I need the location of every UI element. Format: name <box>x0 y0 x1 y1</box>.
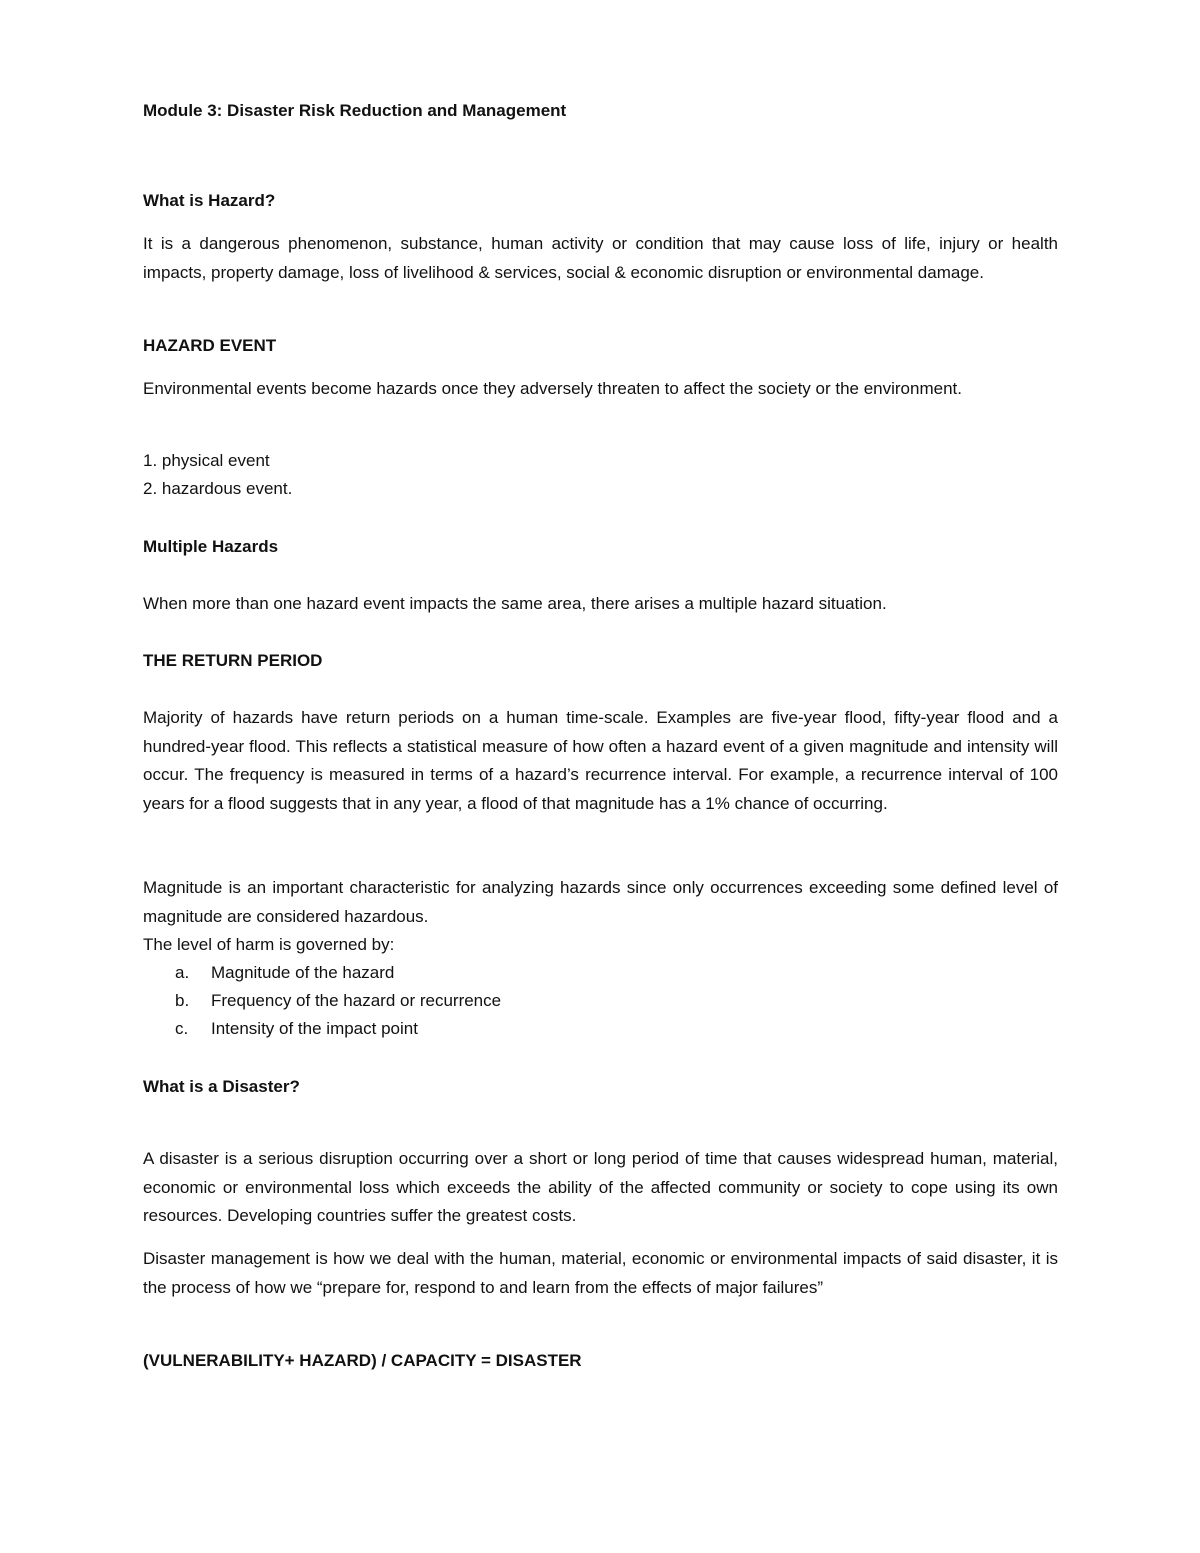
paragraph-disaster-management: Disaster management is how we deal with the human, material, economic or environmental impacts of said disaster, it is the process of how we “prepare for, respond to and learn from the effects of major failures” <box>143 1249 1058 1297</box>
list-text: Frequency of the hazard or recurrence <box>211 991 502 1010</box>
list-item-frequency <box>175 987 501 1015</box>
heading-multiple-hazards: Multiple Hazards <box>143 537 279 556</box>
paragraph-multiple-hazards: When more than one hazard event impacts the same area, there arises a multiple hazard situation. <box>143 594 887 613</box>
list-item-physical-event: 1. physical event <box>143 451 270 470</box>
paragraph-hazard-event: Environmental events become hazards once they adversely threaten to affect the society or the environment. <box>143 379 962 398</box>
heading-hazard-event: HAZARD EVENT <box>143 336 277 355</box>
list-marker: a. <box>175 963 190 982</box>
heading-what-is-hazard: What is Hazard? <box>143 191 276 210</box>
harm-intro: The level of harm is governed by: <box>143 935 395 954</box>
heading-what-is-disaster: What is a Disaster? <box>143 1077 300 1096</box>
paragraph-hazard-definition: It is a dangerous phenomenon, substance, human activity or condition that may cause loss of life, injury or health impacts, property damage, loss of livelihood & services, social & economic disruption or environmental damage. <box>143 234 1058 282</box>
list-item-intensity <box>175 1015 418 1043</box>
paragraph-return-period: Majority of hazards have return periods on a human time-scale. Examples are five-year flood, fifty-year flood and a hundred-year flood. This reflects a statistical measure of how often a hazard event of a given magnitude and intensity will occur. The frequency is measured in terms of a hazard’s recurrence interval. For example, a recurrence interval of 100 years for a flood suggests that in any year, a flood of that magnitude has a 1% chance of occurring. <box>143 708 1058 813</box>
list-item-hazardous-event: 2. hazardous event. <box>143 479 293 498</box>
list-marker: c. <box>175 1019 189 1038</box>
list-text: Magnitude of the hazard <box>211 963 395 982</box>
heading-return-period: THE RETURN PERIOD <box>143 651 323 670</box>
list-text: Intensity of the impact point <box>211 1019 418 1038</box>
paragraph-disaster-definition: A disaster is a serious disruption occurring over a short or long period of time that causes widespread human, material, economic or environmental loss which exceeds the ability of the affected community or society to cope using its own resources. Developing countries suffer the greatest costs. <box>143 1149 1058 1226</box>
list-item-magnitude <box>175 959 394 987</box>
list-marker: b. <box>175 991 190 1010</box>
module-title: Module 3: Disaster Risk Reduction and Management <box>143 101 567 120</box>
paragraph-magnitude: Magnitude is an important characteristic for analyzing hazards since only occurrences exceeding some defined level of magnitude are considered hazardous. <box>143 878 1058 926</box>
formula: (VULNERABILITY+ HAZARD) / CAPACITY = DISASTER <box>143 1351 582 1370</box>
